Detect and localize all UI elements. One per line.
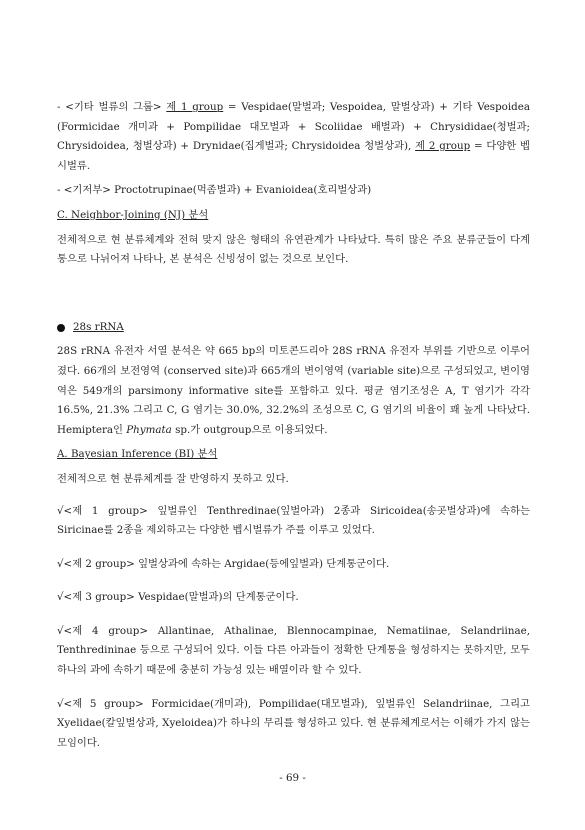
bi-group-1: √<제 1 group> 잎벌류인 Tenthredinae(잎벌아과) 2종과 Siricoidea(송곳벌상과)에 속하는 Siricinae를 2종을 제외하고는 다양한 벱시벌류가 주를 이루고 있었다. xyxy=(57,504,530,537)
bi-group-3: √<제 3 group> Vespidae(말벌과)의 단계통군이다. xyxy=(57,591,299,604)
rrna-heading-line xyxy=(57,318,530,338)
nj-body: 전체적으로 현 분류체계와 전혀 맞지 않은 형태의 유연관계가 나타났다. 특히 많은 주요 분류군들이 다계통으로 나뉘어져 나타나, 본 분석은 신빙성이 없는 것으로 보인다. xyxy=(57,233,530,266)
rrna-body-tail: sp.가 outgroup으로 이용되었다. xyxy=(171,423,328,436)
bi-group-5: √<제 5 group> Formicidae(개미과), Pompilidae(대모벌과), 잎벌류인 Selandriinae, 그리고 Xyelidae(칼잎벌상과, Xyeloidea)가 하나의 무리를 형성하고 있다. 현 분류체계로서는 이해가 가지 않는 모임이다. xyxy=(57,697,530,749)
bi-heading: A. Bayesian Inference (BI) 분석 xyxy=(57,448,218,461)
group-2-label: 제 2 group xyxy=(415,140,471,153)
rrna-body xyxy=(57,342,530,440)
bi-intro: 전체적으로 현 분류체계를 잘 반영하지 못하고 있다. xyxy=(57,472,289,485)
bullet-icon xyxy=(57,324,65,332)
group-2-text: = 다양한 벱시벌류. xyxy=(57,140,531,172)
nj-heading: C. Neighbor-Joining (NJ) 분석 xyxy=(57,208,209,221)
group-1-text: = Vespidae(말벌과; Vespoidea, 말벌상과) + 기타 Vespoidea (Formicidae 개미과 + Pompilidae 대모벌과 + Scoliidae 배벌과) + Chrysididae(청벌과; Chrysidoidea, 청벌상과) + Drynidae(집게벌과; Chrysidoidea 청벌상과), xyxy=(57,101,531,153)
bi-group-2: √<제 2 group> 잎벌상과에 속하는 Argidae(등에잎벌과) 단계통군이다. xyxy=(57,557,390,570)
group-1-label: 제 1 group xyxy=(166,101,224,113)
group-intro-text: - <기타 벌류의 그룹> xyxy=(57,101,167,113)
rrna-body-italic: Phymata xyxy=(126,423,172,436)
document-page xyxy=(57,98,530,753)
bi-group-4: √<제 4 group> Allantinae, Athalinae, Blennocampinae, Nematiinae, Selandriinae, Tenthredininae 등으로 구성되어 있다. 이들 다른 아과들이 정확한 단계통을 형성하지는 못하지만, 모두 하나의 과에 속하기 때문에 충분히 가능성 있는 배열이라 할 수 있다. xyxy=(57,624,530,677)
rrna-body-text: 28S rRNA 유전자 서열 분석은 약 665 bp의 미토콘드리아 28S rRNA 유전자 부위를 기반으로 이루어졌다. 66개의 보전영역 (conserved site)과 665개의 변이영역 (variable site)으로 구성되었고, 변이영역은 549개의 parsimony informative site를 포함하고 있다. 평균 염기조성은 A, T 염기가 각각 16.5%, 21.3% 그리고 C, G 염기는 30.0%, 32.2%의 조성으로 C, G 염기의 비율이 꽤 높게 나타났다. Hemiptera인 xyxy=(57,345,530,436)
page-number: - 69 - xyxy=(279,772,306,784)
base-group-line: - <기저부> Proctotrupinae(먹좀벌과) + Evanioidea(호리벌상과) xyxy=(57,184,372,197)
group-summary-paragraph xyxy=(57,98,530,176)
rrna-heading: 28s rRNA xyxy=(73,320,124,333)
